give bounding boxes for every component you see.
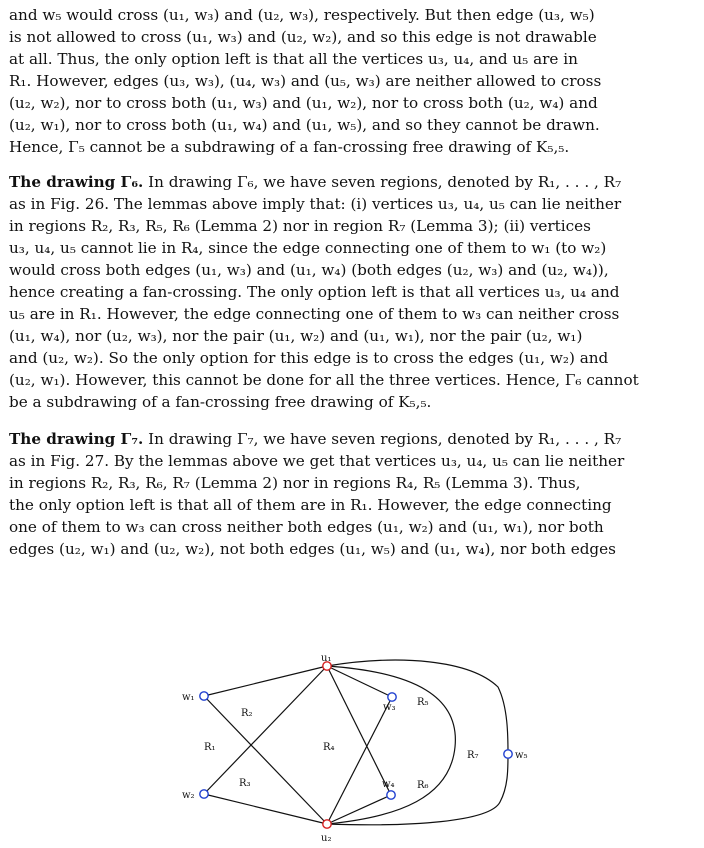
text-line: R₁. However, edges (u₃, w₃), (u₄, w₃) and (u₅, w₃) are neither allowed to cross bbox=[9, 72, 602, 90]
text-line bbox=[9, 171, 699, 193]
vertex-w2 bbox=[200, 790, 208, 798]
text-line: Hence, Γ₅ cannot be a subdrawing of a fan-crossing free drawing of K₅,₅. bbox=[9, 138, 570, 156]
edge-u1-w1 bbox=[204, 666, 327, 696]
edge-u1-w3 bbox=[327, 666, 392, 697]
text-line: u₅ are in R₁. However, the edge connecting one of them to w₃ can neither cross bbox=[9, 305, 620, 323]
text-line: in regions R₂, R₃, R₆, R₇ (Lemma 2) nor in regions R₄, R₅ (Lemma 3). Thus, bbox=[9, 474, 581, 492]
region-label-R5: R₅ bbox=[417, 697, 429, 708]
vertex-label-u2: u₂ bbox=[321, 833, 332, 842]
vertices bbox=[200, 662, 512, 828]
vertex-u2 bbox=[323, 820, 331, 828]
region-label-R2: R₂ bbox=[241, 708, 253, 719]
region-label-R7: R₇ bbox=[467, 750, 479, 761]
text-line: and w₅ would cross (u₁, w₃) and (u₂, w₃), respectively. But then edge (u₃, w₅) bbox=[9, 6, 595, 24]
text-line: (u₁, w₄), nor (u₂, w₃), nor the pair (u₁, w₂) and (u₁, w₁), nor the pair (u₂, w₁) bbox=[9, 327, 583, 345]
text-line: is not allowed to cross (u₁, w₃) and (u₂, w₂), and so this edge is not drawable bbox=[9, 28, 597, 46]
text-line: would cross both edges (u₁, w₃) and (u₁, w₄) (both edges (u₂, w₃) and (u₂, w₄)), bbox=[9, 261, 609, 279]
vertex-label-u1: u₁ bbox=[321, 653, 332, 664]
edge-u1-w4 bbox=[327, 666, 391, 795]
text-line: as in Fig. 27. By the lemmas above we get that vertices u₃, u₄, u₅ can lie neither bbox=[9, 452, 625, 470]
paragraph-gamma5-conclusion bbox=[9, 4, 699, 158]
edge-inner-arc bbox=[327, 666, 455, 824]
paragraph-gamma6 bbox=[9, 171, 699, 413]
section-heading-gamma6: The drawing Γ₆. bbox=[9, 173, 144, 191]
edge-u1-w2 bbox=[204, 666, 327, 794]
vertex-w5 bbox=[504, 750, 512, 758]
text-line: as in Fig. 26. The lemmas above imply that: (i) vertices u₃, u₄, u₅ can lie neither bbox=[9, 195, 622, 213]
vertex-label-w5: w₅ bbox=[515, 750, 528, 761]
vertex-label-w1: w₁ bbox=[182, 692, 195, 703]
vertex-w3 bbox=[388, 693, 396, 701]
vertex-label-w4: w₄ bbox=[382, 779, 395, 790]
text-line: be a subdrawing of a fan-crossing free drawing of K₅,₅. bbox=[9, 393, 432, 411]
text-line-rest: In drawing Γ₆, we have seven regions, denoted by R₁, . . . , R₇ bbox=[143, 173, 622, 191]
region-label-R4: R₄ bbox=[323, 742, 335, 753]
text-line: (u₂, w₂), nor to cross both (u₁, w₃) and (u₁, w₂), nor to cross both (u₂, w₄) and bbox=[9, 94, 598, 112]
edge-u2-w3 bbox=[327, 697, 392, 824]
text-line: edges (u₂, w₁) and (u₂, w₂), not both edges (u₁, w₅) and (u₁, w₄), nor both edges bbox=[9, 540, 616, 558]
text-line: the only option left is that all of them are in R₁. However, the edge connecting bbox=[9, 496, 612, 514]
text-line: one of them to w₃ can cross neither both edges (u₁, w₂) and (u₁, w₁), nor both bbox=[9, 518, 604, 536]
vertex-w1 bbox=[200, 692, 208, 700]
edge-u2-w2 bbox=[204, 794, 327, 824]
text-line: in regions R₂, R₃, R₅, R₆ (Lemma 2) nor in region R₇ (Lemma 3); (ii) vertices bbox=[9, 217, 591, 235]
text-line-rest: In drawing Γ₇, we have seven regions, denoted by R₁, . . . , R₇ bbox=[143, 430, 622, 448]
text-line: at all. Thus, the only option left is that all the vertices u₃, u₄, and u₅ are in bbox=[9, 50, 578, 68]
vertex-w4 bbox=[387, 791, 395, 799]
section-heading-gamma7: The drawing Γ₇. bbox=[9, 430, 144, 448]
text-line: hence creating a fan-crossing. The only option left is that all vertices u₃, u₄ and bbox=[9, 283, 620, 301]
region-label-R6: R₆ bbox=[417, 780, 429, 791]
text-line: u₃, u₄, u₅ cannot lie in R₄, since the edge connecting one of them to w₁ (to w₂) bbox=[9, 239, 607, 257]
vertex-label-w2: w₂ bbox=[182, 790, 195, 801]
text-line: (u₂, w₁), nor to cross both (u₁, w₄) and (u₁, w₅), and so they cannot be drawn. bbox=[9, 116, 600, 134]
text-line bbox=[9, 428, 699, 450]
region-label-R1: R₁ bbox=[204, 742, 216, 753]
edge-u2-w1 bbox=[204, 696, 327, 824]
graph-drawing-figure bbox=[170, 652, 540, 842]
vertex-label-w3: w₃ bbox=[383, 702, 396, 713]
region-label-R3: R₃ bbox=[239, 778, 251, 789]
text-line: (u₂, w₁). However, this cannot be done for all the three vertices. Hence, Γ₆ cannot bbox=[9, 371, 639, 389]
paragraph-gamma7 bbox=[9, 428, 699, 560]
edges bbox=[204, 660, 508, 825]
text-line: and (u₂, w₂). So the only option for this edge is to cross the edges (u₁, w₂) and bbox=[9, 349, 609, 367]
